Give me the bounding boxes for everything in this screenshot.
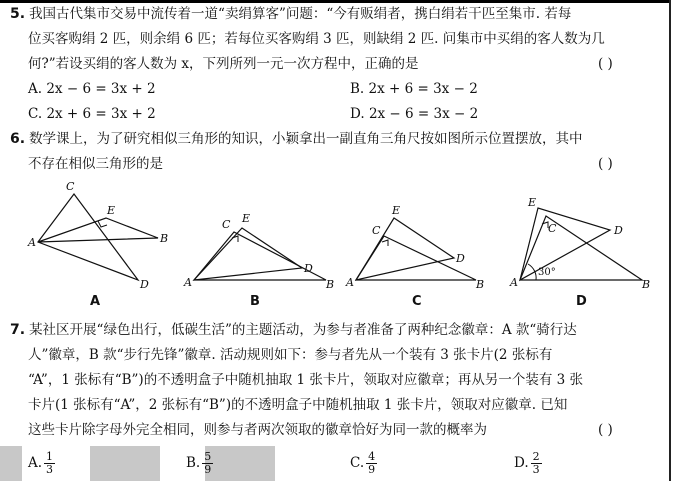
q7-option-d xyxy=(514,448,542,478)
q7-option-a xyxy=(28,448,55,478)
q7-text-2: 人”徽章，B 款“步行先锋”徽章. 活动规则如下：参与者先从一个装有 3 张卡片(2 张标有 xyxy=(28,347,553,363)
q7-option-a-den: 3 xyxy=(46,463,54,476)
q6-number: 6. xyxy=(10,131,26,147)
fig-d-point-d: D xyxy=(614,224,623,237)
q7-answer-paren: ( ) xyxy=(598,422,613,438)
q5-option-d-label: D. xyxy=(350,106,365,122)
q7-number: 7. xyxy=(10,322,26,338)
fig-d-angle-label: 30° xyxy=(538,267,556,278)
fig-d-point-a: A xyxy=(510,276,518,289)
q7-line-4 xyxy=(28,395,668,415)
q5-line-3 xyxy=(28,54,668,74)
q7-option-a-num: 1 xyxy=(46,450,54,463)
q7-option-b-fraction xyxy=(202,451,213,476)
q7-line-5 xyxy=(28,420,668,440)
fig-c-point-d: D xyxy=(456,252,465,265)
right-rule xyxy=(669,0,671,481)
q7-text-1: 某社区开展“绿色出行，低碳生活”的主题活动，为参与者准备了两种纪念徽章：A 款“骑行达 xyxy=(29,322,577,338)
q5-option-a xyxy=(28,79,156,99)
q5-option-c xyxy=(28,104,156,124)
q7-option-b-num: 5 xyxy=(204,450,212,463)
fig-c-point-b: B xyxy=(476,278,485,291)
q7-option-b-label: B. xyxy=(186,455,201,471)
figure-b-label: B xyxy=(250,294,260,309)
q5-option-d xyxy=(350,104,478,124)
fig-a-point-a: A xyxy=(28,236,36,249)
q7-option-c xyxy=(350,448,377,478)
q5-option-a-label: A. xyxy=(28,81,43,97)
q6-line-1 xyxy=(10,129,650,149)
q5-line-2 xyxy=(28,29,668,49)
fig-c-point-c: C xyxy=(372,224,381,237)
q7-text-4: 卡片(1 张标有“A”，2 张标有“B”)的不透明盒子中随机抽取 1 张卡片，领取对应徽章. 已知 xyxy=(28,397,568,413)
q6-text-2: 不存在相似三角形的是 xyxy=(28,156,163,172)
figure-b xyxy=(184,176,334,294)
q7-option-a-fraction xyxy=(44,451,55,476)
top-rule xyxy=(0,0,671,3)
fig-a-point-b: B xyxy=(160,232,169,245)
figure-d-label: D xyxy=(576,294,587,309)
fig-d-point-c: C xyxy=(548,222,557,235)
q7-option-a-label: A. xyxy=(28,455,43,471)
q6-line-2 xyxy=(28,154,668,174)
fig-b-point-c: C xyxy=(222,218,231,231)
figure-a-label: A xyxy=(90,294,101,309)
q7-option-b xyxy=(186,448,213,478)
q7-line-2 xyxy=(28,345,668,365)
q7-option-d-den: 3 xyxy=(532,463,540,476)
q5-option-b xyxy=(350,79,478,99)
fig-c-point-e: E xyxy=(392,204,401,217)
q7-line-1 xyxy=(10,320,650,340)
fig-c-point-a: A xyxy=(346,276,354,289)
q5-option-a-text: 2x − 6 = 3x + 2 xyxy=(46,81,156,97)
q5-option-b-label: B. xyxy=(350,81,365,97)
figure-c xyxy=(344,176,494,294)
q7-option-b-den: 9 xyxy=(204,463,212,476)
q7-option-c-num: 4 xyxy=(368,450,376,463)
figure-d xyxy=(506,176,656,294)
figure-a xyxy=(30,176,180,294)
q5-line-1 xyxy=(10,4,650,24)
fig-b-point-b: B xyxy=(326,278,335,291)
bleed-smudge-2 xyxy=(90,446,160,481)
fig-b-point-a: A xyxy=(184,276,192,289)
q7-line-3 xyxy=(28,370,668,390)
q7-text-3: “A”，1 张标有“B”)的不透明盒子中随机抽取 1 张卡片，领取对应徽章；再从另一个装有 3 张 xyxy=(28,372,584,388)
q5-text-1: 我国古代集市交易中流传着一道“卖绢算客”问题：“今有贩绢者，携白绢若干匹至集市. 若每 xyxy=(29,6,572,22)
q5-text-3: 何?”若设买绢的客人数为 x，下列所列一元一次方程中，正确的是 xyxy=(28,56,419,72)
q7-text-5: 这些卡片除字母外完全相同，则参与者两次领取的徽章恰好为同一款的概率为 xyxy=(28,422,487,438)
fig-d-point-b: B xyxy=(642,278,651,291)
figure-c-label: C xyxy=(412,294,422,309)
q6-answer-paren: ( ) xyxy=(598,156,613,172)
q7-option-d-fraction xyxy=(531,451,542,476)
q5-text-2: 位买客购绢 2 匹，则余绢 6 匹；若每位买客购绢 3 匹，则缺绢 2 匹. 问集市中买绢的客人数为几 xyxy=(28,31,605,47)
fig-b-point-e: E xyxy=(242,212,251,225)
q7-option-d-label: D. xyxy=(514,455,529,471)
fig-b-point-d: D xyxy=(304,262,313,275)
q5-option-d-text: 2x − 6 = 3x − 2 xyxy=(368,106,479,122)
fig-a-point-e: E xyxy=(107,204,116,217)
bleed-smudge-1 xyxy=(0,446,22,481)
q5-answer-paren: ( ) xyxy=(598,56,613,72)
q6-text-1: 数学课上，为了研究相似三角形的知识，小颖拿出一副直角三角尺按如图所示位置摆放，其中 xyxy=(29,131,583,147)
bleed-smudge-3 xyxy=(205,446,275,481)
q7-option-c-fraction xyxy=(366,451,377,476)
q7-option-c-label: C. xyxy=(350,455,365,471)
fig-d-point-e: E xyxy=(528,196,537,209)
q7-option-d-num: 2 xyxy=(532,450,540,463)
q5-option-c-label: C. xyxy=(28,106,43,122)
q5-option-c-text: 2x + 6 = 3x + 2 xyxy=(46,106,156,122)
q7-option-c-den: 9 xyxy=(368,463,376,476)
q5-option-b-text: 2x + 6 = 3x − 2 xyxy=(368,81,478,97)
q5-number: 5. xyxy=(10,6,26,22)
fig-a-point-d: D xyxy=(140,278,149,291)
fig-a-point-c: C xyxy=(66,180,75,193)
